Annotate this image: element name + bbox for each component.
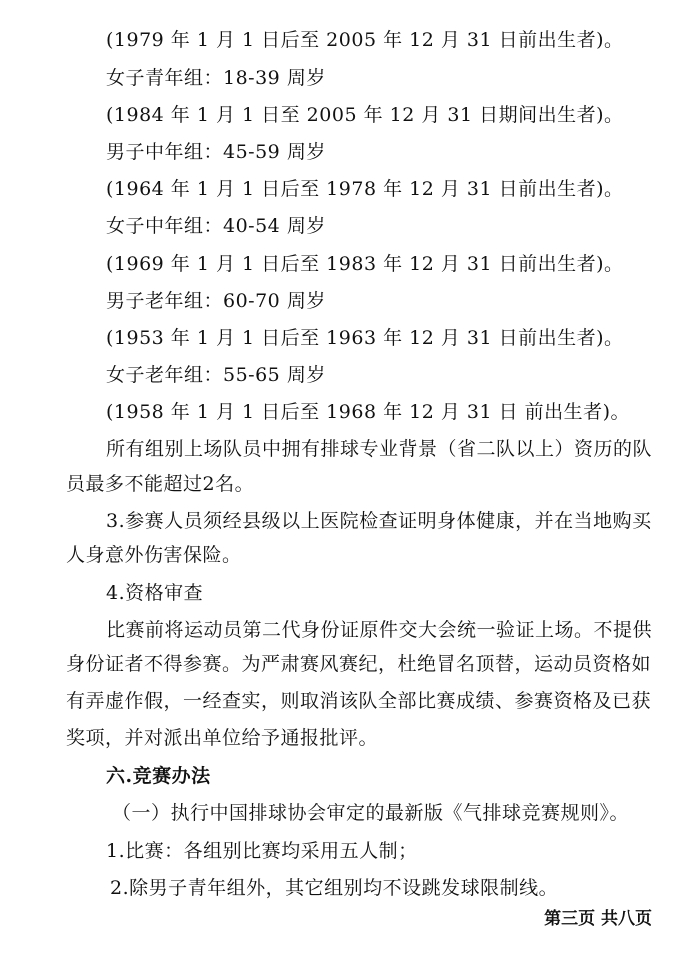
birth-range-line: (1979 年 1 月 1 日后至 2005 年 12 月 31 日前出生者)。 xyxy=(106,29,624,51)
birth-range-line: (1953 年 1 月 1 日后至 1963 年 12 月 31 日前出生者)。 xyxy=(106,327,624,349)
group-line: 男子老年组：60-70 周岁 xyxy=(106,290,326,312)
paragraph-line: （一）执行中国排球协会审定的最新版《气排球竞赛规则》。 xyxy=(112,802,630,824)
group-line: 女子中年组：40-54 周岁 xyxy=(106,215,326,237)
paragraph-line: 3.参赛人员须经县级以上医院检查证明身体健康，并在当地购买 xyxy=(106,510,652,532)
chapter-heading: 六.竞赛办法 xyxy=(106,765,211,787)
birth-range-line: (1984 年 1 月 1 日至 2005 年 12 月 31 日期间出生者)。 xyxy=(106,104,624,126)
paragraph-line: 所有组别上场队员中拥有排球专业背景（省二队以上）资历的队 xyxy=(106,438,653,460)
group-line: 男子中年组：45-59 周岁 xyxy=(106,141,326,163)
group-line: 女子青年组：18-39 周岁 xyxy=(106,67,326,89)
paragraph-line: 2.除男子青年组外，其它组别均不设跳发球限制线。 xyxy=(110,877,559,899)
paragraph-line: 有弄虚作假，一经查实，则取消该队全部比赛成绩、参赛资格及已获 xyxy=(66,690,652,712)
group-line: 女子老年组：55-65 周岁 xyxy=(106,364,326,386)
birth-range-line: (1964 年 1 月 1 日后至 1978 年 12 月 31 日前出生者)。 xyxy=(106,178,624,200)
paragraph-line: 1.比赛：各组别比赛均采用五人制； xyxy=(106,840,418,862)
birth-range-line: (1958 年 1 月 1 日后至 1968 年 12 月 31 日 前出生者)。 xyxy=(106,401,631,423)
paragraph-line: 人身意外伤害保险。 xyxy=(66,544,242,566)
paragraph-line: 比赛前将运动员第二代身份证原件交大会统一验证上场。不提供 xyxy=(106,619,653,641)
paragraph-line: 身份证者不得参赛。为严肃赛风赛纪，杜绝冒名顶替，运动员资格如 xyxy=(66,653,652,675)
section-heading: 4.资格审查 xyxy=(106,582,204,604)
birth-range-line: (1969 年 1 月 1 日后至 1983 年 12 月 31 日前出生者)。 xyxy=(106,253,624,275)
paragraph-line: 奖项，并对派出单位给予通报批评。 xyxy=(66,727,379,749)
paragraph-line: 员最多不能超过2名。 xyxy=(66,473,255,495)
page-number: 第三页 共八页 xyxy=(544,909,652,929)
